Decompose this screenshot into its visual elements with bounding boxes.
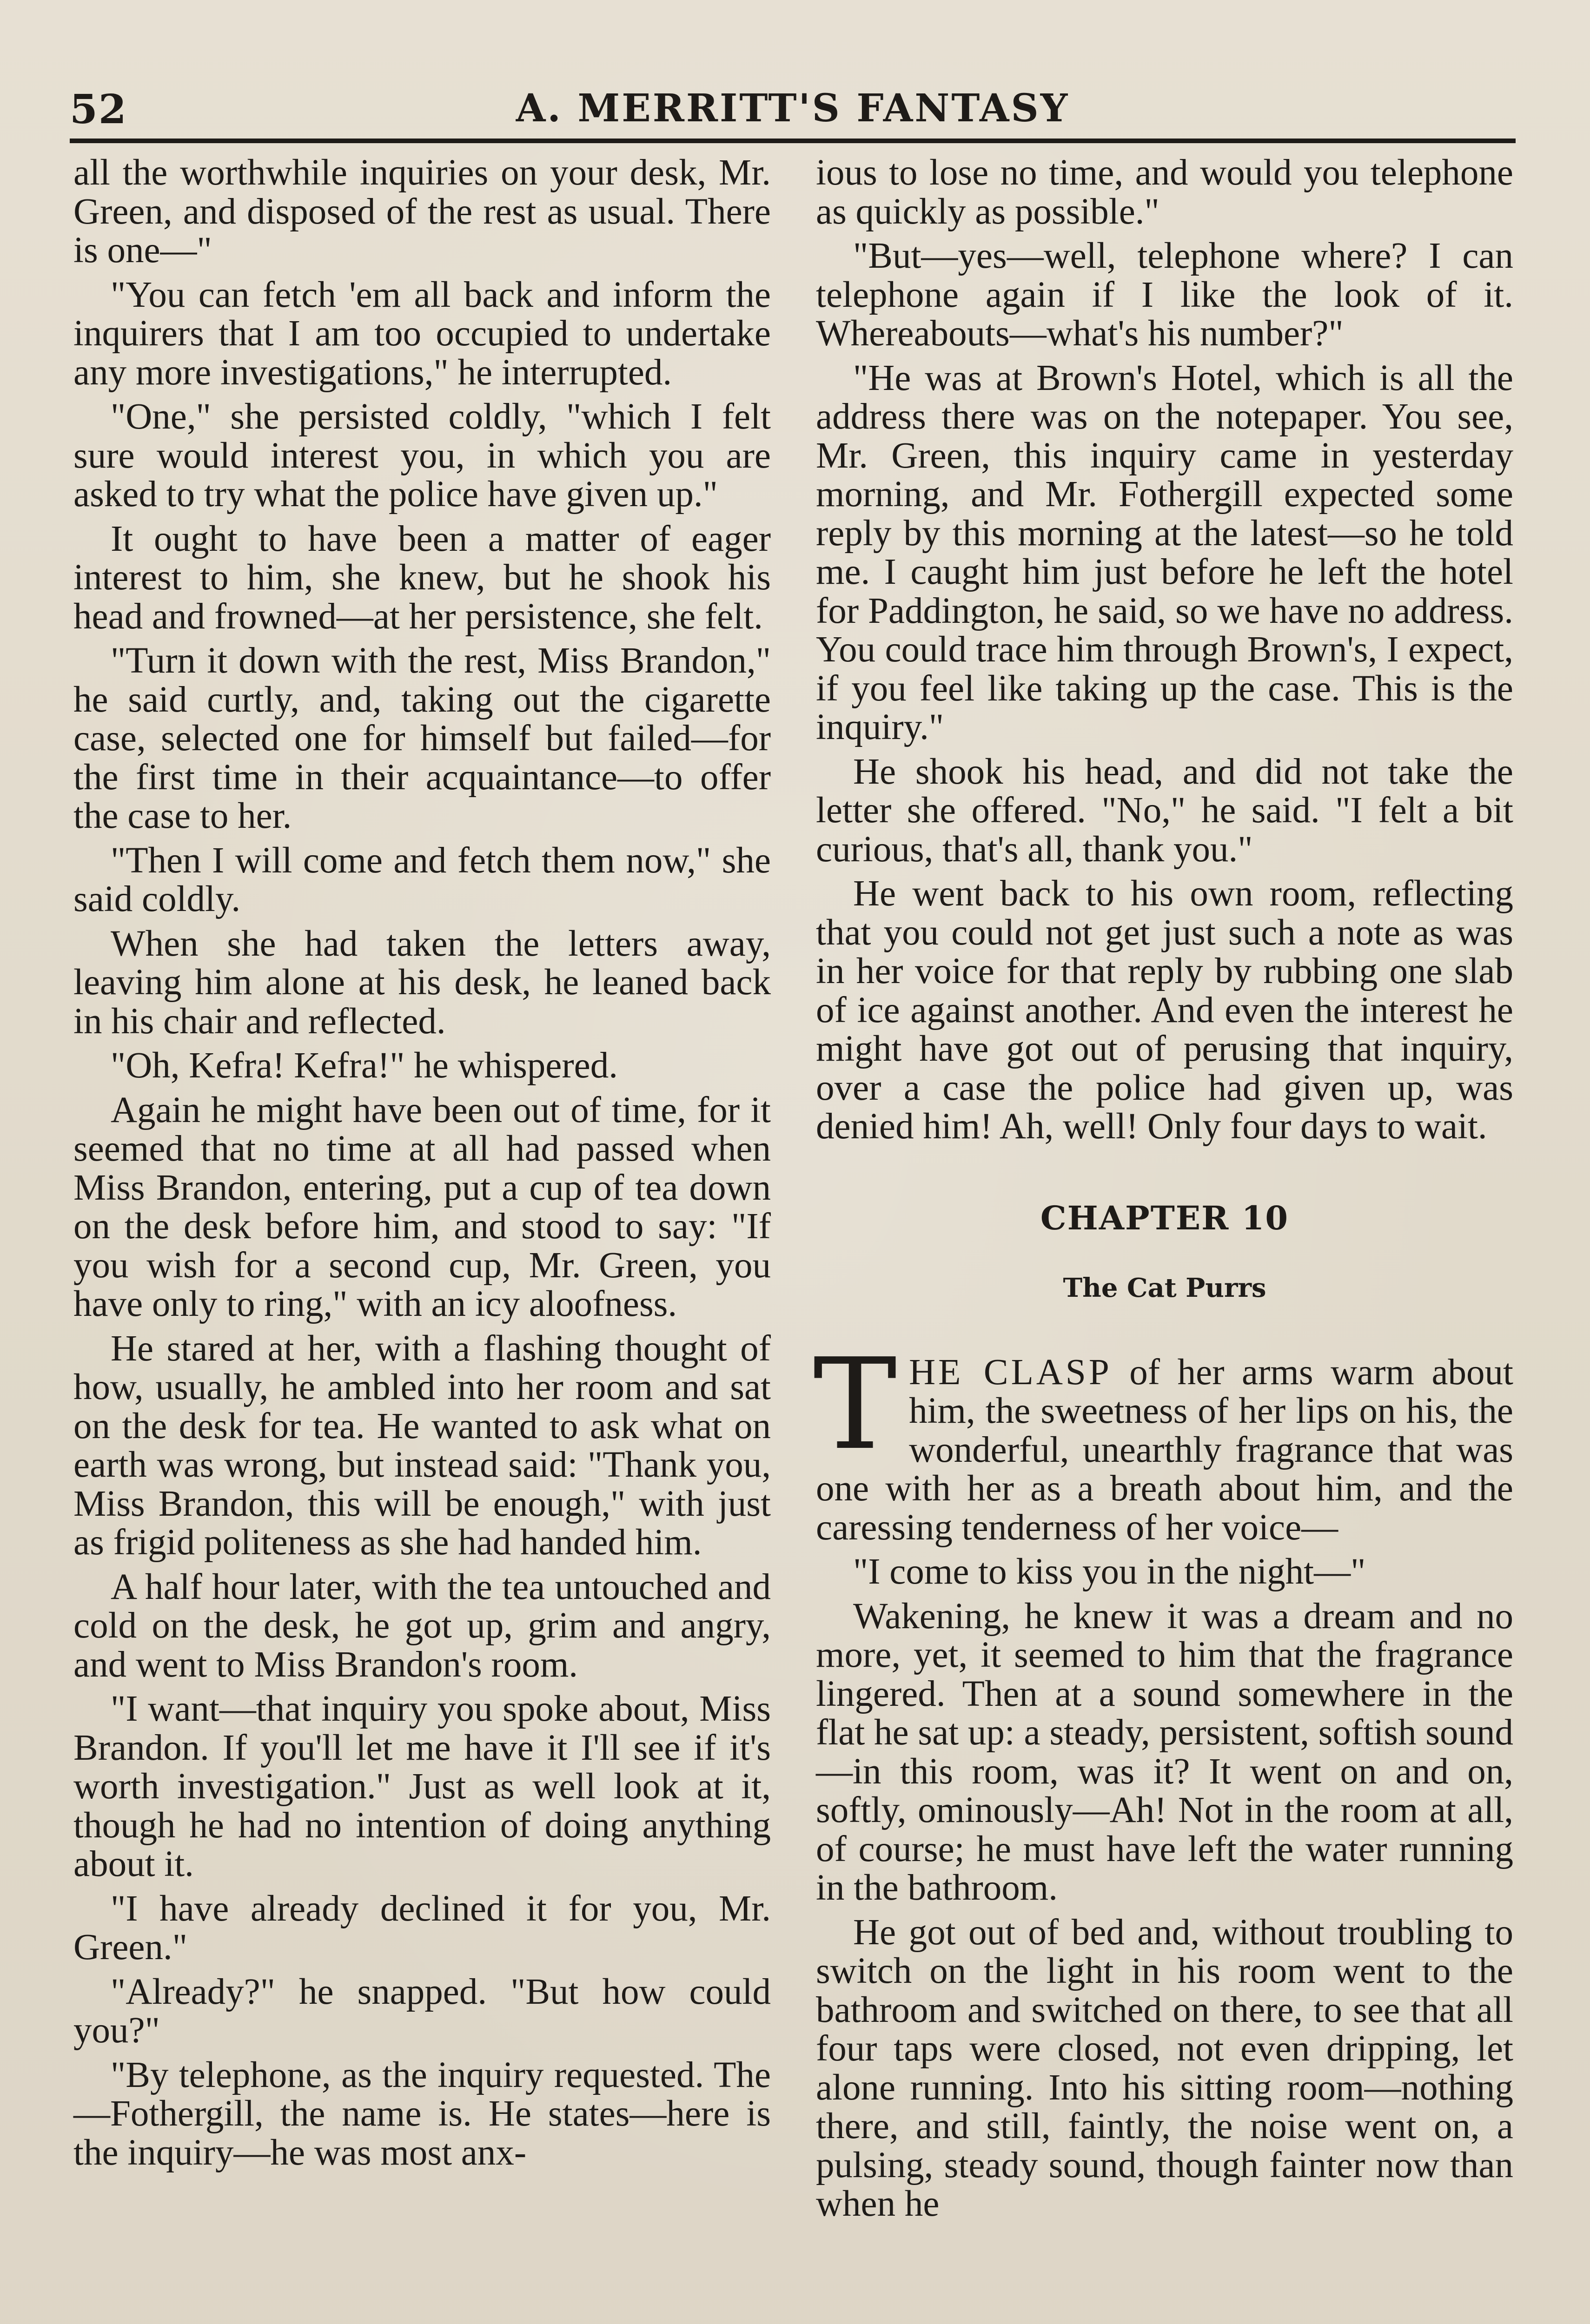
opening-text: of her arms warm about him, the sweetness of her lips on his, the wonderful, unearthly fragrance that was one with her as a breath about him, and the caressing tenderness of her voice— xyxy=(816,1352,1513,1548)
paragraph: He stared at her, with a flashing thought of how, usually, he ambled into her room and sat on the desk for tea. He wanted to ask what on earth was wrong, but instead said: "Thank you, Miss Brandon, this will be enough," with just as frigid politeness as she had handed him. xyxy=(73,1328,771,1563)
chapter-opening-paragraph xyxy=(813,1331,1513,1548)
left-column xyxy=(73,153,771,2178)
paragraph: "Oh, Kefra! Kefra!" he whispered. xyxy=(111,1045,618,1086)
paragraph: Wakening, he knew it was a dream and no more, yet, it seemed to him that the fragrance lingered. Then at a sound somewhere in the flat he sat up: a steady, persistent, softish sound—in this room, was it? It went on and on, softly, ominously—Ah! Not in the room at all, of course; he must have left the water running in the bathroom. xyxy=(816,1596,1513,1908)
chapter-subtitle: The Cat Purrs xyxy=(1063,1272,1266,1303)
page-number: 52 xyxy=(70,86,127,133)
paragraph: He went back to his own room, reflecting that you could not get just such a note as was in her voice for that reply by rubbing one slab of ice against another. And even the interest he might have got out of perusing that inquiry, over a case the police had given up, was denied him! Ah, well! Only four days to wait. xyxy=(816,873,1513,1147)
paragraph: "One," she persisted coldly, "which I felt sure would interest you, in which you are asked to try what the police have given up." xyxy=(73,396,771,515)
paragraph: He got out of bed and, without troubling to switch on the light in his room went to the bathroom and switched on there, to see that all four taps were closed, not even dripping, let alone running. Into his sitting room—nothing there, and still, faintly, the noise went on, a pulsing, steady sound, though fainter now than when he xyxy=(816,1912,1513,2224)
paragraph: ious to lose no time, and would you telephone as quickly as possible." xyxy=(816,152,1513,232)
page-header xyxy=(70,81,1516,142)
right-column xyxy=(813,152,1513,2229)
paragraph: "I have already declined it for you, Mr. Green." xyxy=(73,1888,771,1967)
paragraph: "You can fetch 'em all back and inform the inquirers that I am too occupied to undertake any more investigations," he interrupted. xyxy=(73,274,771,393)
header-rule xyxy=(70,139,1516,143)
paragraph: "He was at Brown's Hotel, which is all the address there was on the notepaper. You see, Mr. Green, this inquiry came in yesterday morning, and Mr. Fothergill expected some reply by this morning at the latest—so he told me. I caught him just before he left the hotel for Paddington, he said, so we have no address. You could trace him through Brown's, I expect, if you feel like taking up the case. This is the inquiry." xyxy=(816,357,1513,747)
paragraph: When she had taken the letters away, leaving him alone at his desk, he leaned back in his chair and reflected. xyxy=(73,923,771,1042)
paragraph: A half hour later, with the tea untouched and cold on the desk, he got up, grim and angry, and went to Miss Brandon's room. xyxy=(73,1566,771,1685)
paragraph: "Then I will come and fetch them now," she said coldly. xyxy=(73,840,771,919)
paragraph: He shook his head, and did not take the letter she offered. "No," he said. "I felt a bit curious, that's all, thank you." xyxy=(816,751,1513,870)
paragraph: "I come to kiss you in the night—" xyxy=(853,1552,1366,1592)
drop-cap: T xyxy=(813,1331,897,1478)
running-head: A. MERRITT'S FANTASY xyxy=(516,86,1070,131)
paragraph: Again he might have been out of time, for it seemed that no time at all had passed when Miss Brandon, entering, put a cup of tea down on the desk before him, and stood to say: "If you wish for a second cup, Mr. Green, you have only to ring," with an icy aloofness. xyxy=(73,1089,771,1324)
paragraph: "I want—that inquiry you spoke about, Miss Brandon. If you'll let me have it I'll see if it's worth investigation." Just as well look at it, though he had no intention of doing anything about it. xyxy=(73,1689,771,1884)
opening-small-caps: HE CLASP xyxy=(909,1352,1112,1393)
paragraph: all the worthwhile inquiries on your desk, Mr. Green, and disposed of the rest as usual. There is one—" xyxy=(73,152,771,271)
paragraph: "By telephone, as the inquiry requested. The—Fothergill, the name is. He states—here is the inquiry—he was most anx- xyxy=(73,2054,771,2173)
paragraph: "Already?" he snapped. "But how could you?" xyxy=(73,1971,771,2051)
chapter-title: CHAPTER 10 xyxy=(1040,1198,1289,1237)
paragraph: "But—yes—well, telephone where? I can telephone again if I like the look of it. Whereabouts—what's his number?" xyxy=(816,236,1513,354)
paragraph: "Turn it down with the rest, Miss Brandon," he said curtly, and, taking out the cigarette case, selected one for himself but failed—for the first time in their acquaintance—to offer the case to her. xyxy=(73,640,771,836)
paragraph: It ought to have been a matter of eager interest to him, she knew, but he shook his head and frowned—at her persistence, she felt. xyxy=(73,518,771,637)
